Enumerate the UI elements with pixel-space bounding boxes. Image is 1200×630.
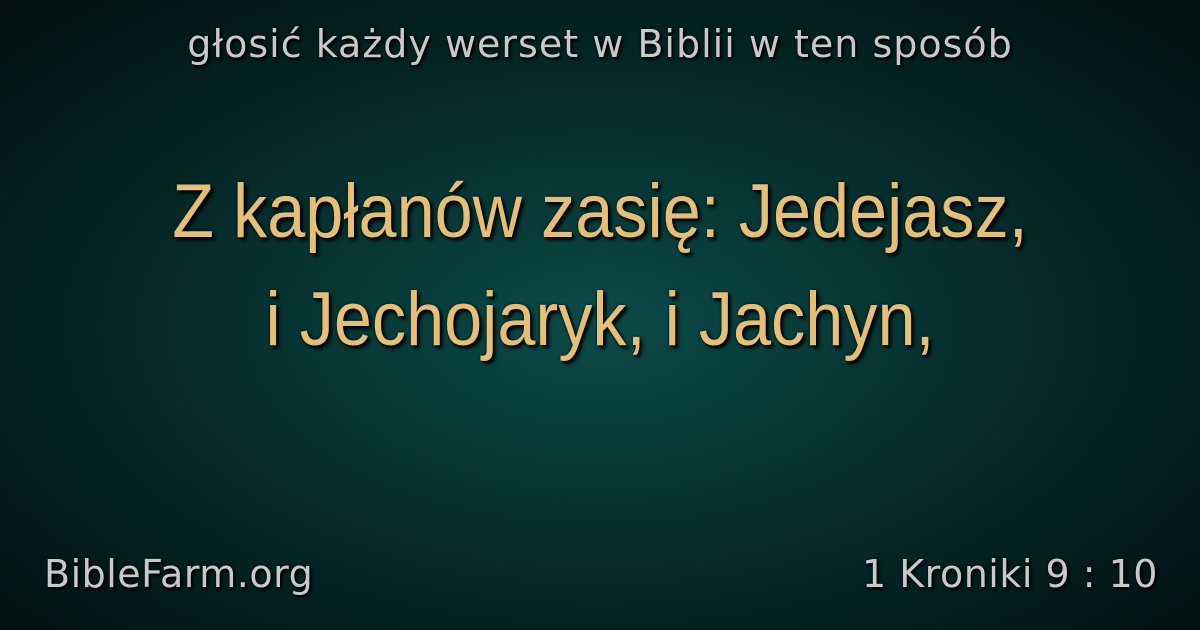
tagline: głosić każdy werset w Biblii w ten sposób: [187, 22, 1013, 66]
verse-line-2: i Jechojaryk, i Jachyn,: [265, 277, 935, 362]
verse-text: [87, 158, 1113, 374]
verse-line-1: Z kapłanów zasię: Jedejasz,: [172, 169, 1028, 254]
site-name: BibleFarm.org: [44, 552, 314, 596]
verse-reference: 1 Kroniki 9 : 10: [862, 552, 1158, 596]
